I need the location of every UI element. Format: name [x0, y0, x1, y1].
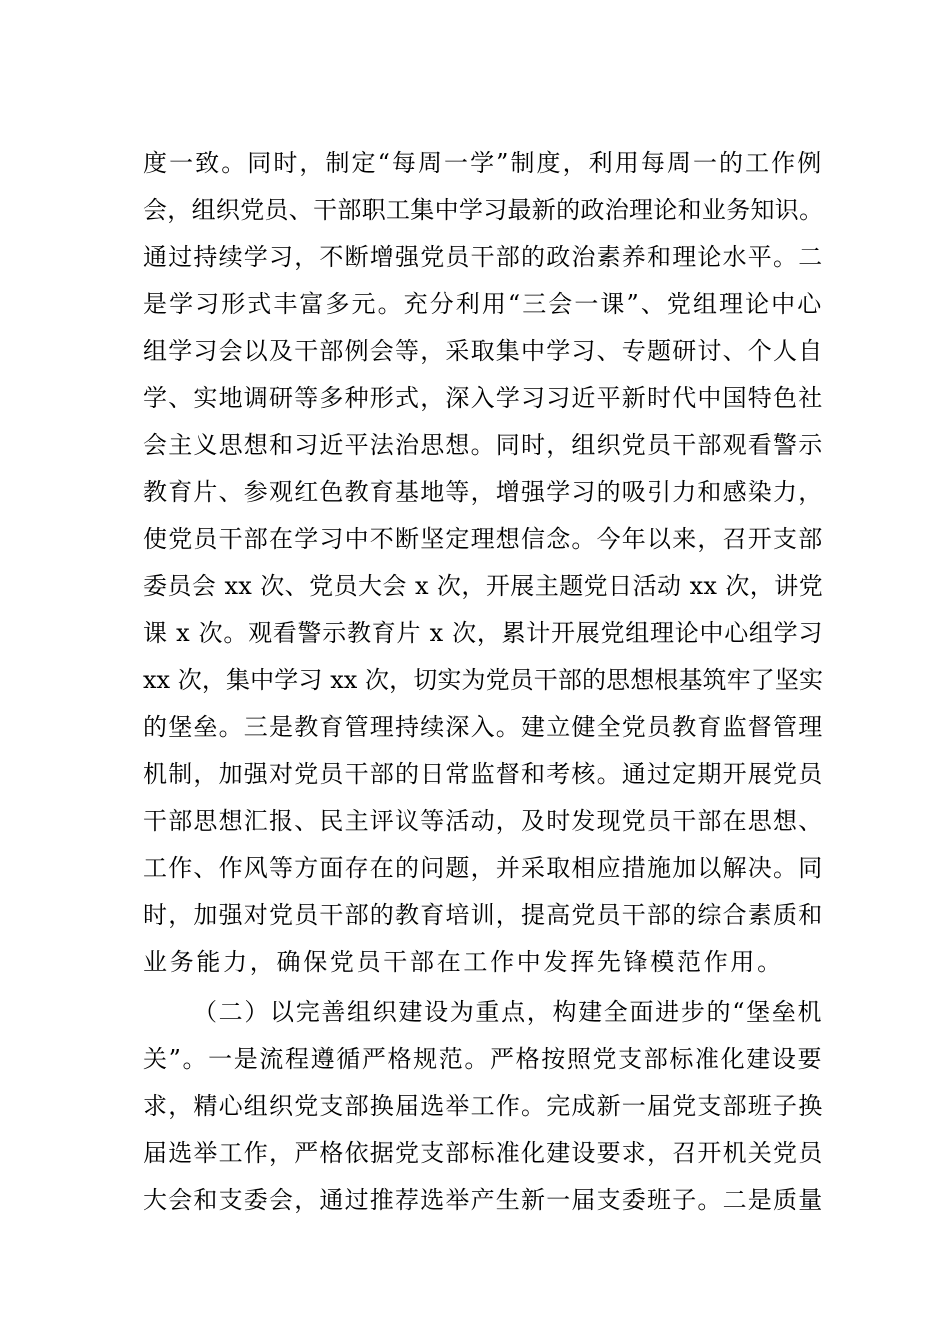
text-line: 工作、作风等方面存在的问题，并采取相应措施加以解决。同 [143, 854, 824, 882]
text-line: 委员会 xx 次、党员大会 x 次，开展主题党日活动 xx 次，讲党 [143, 572, 823, 600]
text-line: 的堡垒。三是教育管理持续深入。建立健全党员教育监督管理 [143, 713, 824, 741]
paragraph-2 [143, 989, 823, 1224]
paragraph-1 [143, 140, 823, 986]
text-line: 时，加强对党员干部的教育培训，提高党员干部的综合素质和 [143, 901, 824, 929]
text-line: 课 x 次。观看警示教育片 x 次，累计开展党组理论中心组学习 [143, 619, 823, 647]
text-line: 会，组织党员、干部职工集中学习最新的政治理论和业务知识。 [143, 196, 824, 224]
text-line: 求，精心组织党支部换届选举工作。完成新一届党支部班子换 [143, 1092, 824, 1120]
text-line: 关”。一是流程遵循严格规范。严格按照党支部标准化建设要 [143, 1045, 823, 1073]
text-line: 业务能力，确保党员干部在工作中发挥先锋模范作用。 [143, 948, 784, 976]
section-heading-line: （二）以完善组织建设为重点，构建全面进步的“堡垒机 [193, 998, 823, 1026]
text-line: 度一致。同时，制定“每周一学”制度，利用每周一的工作例 [143, 149, 823, 177]
text-line: xx 次，集中学习 xx 次，切实为党员干部的思想根基筑牢了坚实 [143, 666, 823, 694]
text-line: 干部思想汇报、民主评议等活动，及时发现党员干部在思想、 [143, 807, 824, 835]
text-line: 会主义思想和习近平法治思想。同时，组织党员干部观看警示 [143, 431, 824, 459]
text-line: 教育片、参观红色教育基地等，增强学习的吸引力和感染力， [143, 478, 824, 506]
text-line: 学、实地调研等多种形式，深入学习习近平新时代中国特色社 [143, 384, 824, 412]
text-line: 使党员干部在学习中不断坚定理想信念。今年以来，召开支部 [143, 525, 824, 553]
text-line: 机制，加强对党员干部的日常监督和考核。通过定期开展党员 [143, 760, 824, 788]
text-line: 届选举工作，严格依据党支部标准化建设要求，召开机关党员 [143, 1139, 824, 1167]
text-line: 大会和支委会，通过推荐选举产生新一届支委班子。二是质量 [143, 1186, 824, 1214]
text-line: 组学习会以及干部例会等，采取集中学习、专题研讨、个人自 [143, 337, 824, 365]
document-page [143, 140, 823, 1224]
text-line: 通过持续学习，不断增强党员干部的政治素养和理论水平。二 [143, 243, 824, 271]
text-line: 是学习形式丰富多元。充分利用“三会一课”、党组理论中心 [143, 290, 823, 318]
